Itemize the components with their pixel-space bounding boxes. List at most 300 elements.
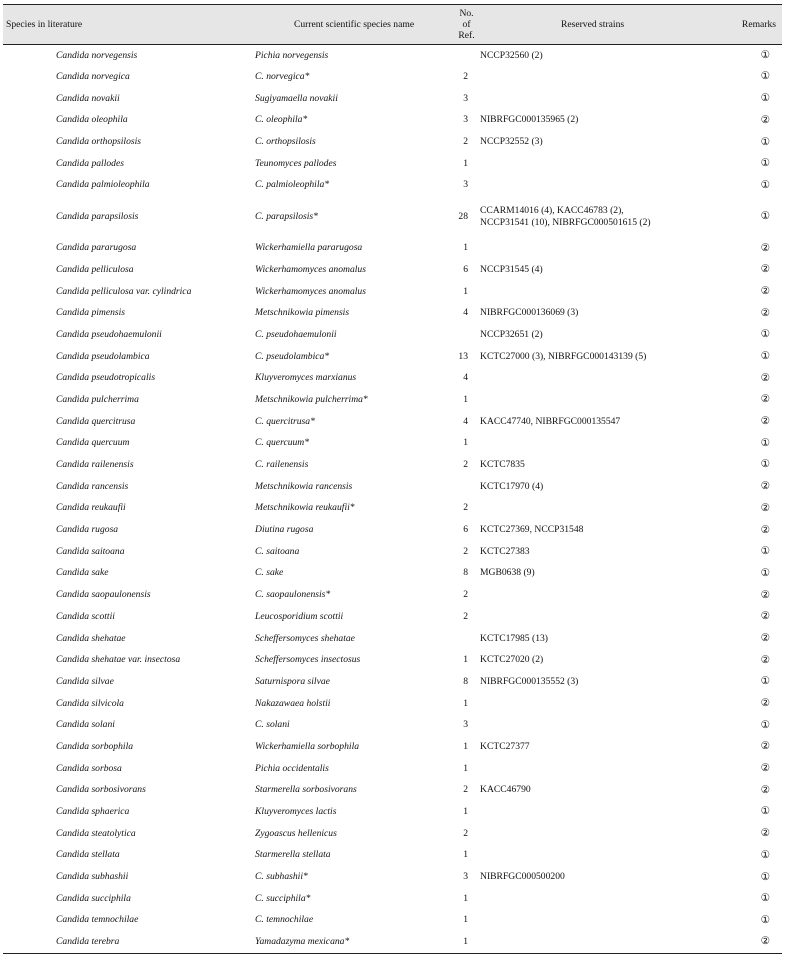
reserved-strains-cell — [480, 259, 705, 281]
ref-count-cell: 4 — [463, 372, 469, 384]
strain-text: KCTC7835 — [480, 459, 525, 471]
current-name-cell: C. succiphila* — [255, 892, 311, 904]
remark-cell: ② — [760, 741, 771, 753]
row-spacer — [3, 367, 56, 389]
row-spacer — [468, 801, 480, 823]
species-literature-cell: Candida silvae — [56, 675, 114, 687]
row-spacer — [468, 175, 480, 197]
row-spacer — [3, 649, 56, 671]
remark-cell: ① — [760, 871, 771, 883]
remark-cell: ② — [760, 285, 771, 297]
row-spacer — [468, 498, 480, 520]
reserved-strains-cell — [480, 110, 705, 132]
strain-text: NCCP31541 (10), NIBRFGC000501615 (2) — [480, 216, 651, 228]
reserved-strains-cell — [480, 45, 705, 67]
row-spacer — [468, 476, 480, 498]
table-row — [3, 823, 782, 845]
table-row — [3, 888, 782, 910]
table-row — [3, 736, 782, 758]
strain-text: NIBRFGC000136069 (3) — [480, 307, 579, 319]
ref-count-cell: 1 — [463, 740, 469, 752]
reserved-strains-cell — [480, 153, 705, 175]
species-literature-cell: Candida novakii — [56, 92, 120, 104]
row-spacer — [3, 302, 56, 324]
table-row — [3, 131, 782, 153]
species-literature-cell: Candida norvegica — [56, 71, 130, 83]
species-literature-cell: Candida quercuum — [56, 437, 130, 449]
remark-cell: ② — [760, 654, 771, 666]
row-spacer — [3, 541, 56, 563]
table-row — [3, 671, 782, 693]
table-row — [3, 649, 782, 671]
remark-cell: ② — [760, 242, 771, 254]
table-row — [3, 45, 782, 67]
row-spacer — [3, 823, 56, 845]
reserved-strains-cell — [480, 736, 705, 758]
species-literature-cell: Candida silvicola — [56, 697, 124, 709]
row-spacer — [3, 888, 56, 910]
strain-text: KACC46790 — [480, 784, 531, 796]
strain-text: NCCP31545 (4) — [480, 263, 543, 275]
row-spacer — [468, 346, 480, 368]
remark-cell: ① — [760, 806, 771, 818]
current-name-cell: C. railenensis — [255, 459, 309, 471]
row-spacer — [468, 866, 480, 888]
current-name-cell: C. quercitrusa* — [255, 415, 315, 427]
species-literature-cell: Candida shehatae — [56, 632, 126, 644]
ref-count-cell: 4 — [463, 415, 469, 427]
species-literature-cell: Candida saitoana — [56, 545, 125, 557]
reserved-strains-cell — [480, 88, 705, 110]
row-spacer — [3, 671, 56, 693]
strain-text: NIBRFGC000135552 (3) — [480, 675, 579, 687]
table-row — [3, 367, 782, 389]
table-row — [3, 498, 782, 520]
current-name-cell: C. oleophila* — [255, 114, 308, 126]
row-spacer — [468, 302, 480, 324]
ref-count-cell: 8 — [463, 567, 469, 579]
remark-cell: ① — [760, 437, 771, 449]
row-spacer — [468, 454, 480, 476]
reserved-strains-cell — [480, 584, 705, 606]
current-name-cell: Scheffersomyces insectosus — [255, 654, 361, 666]
species-literature-cell: Candida pulcherrima — [56, 393, 139, 405]
row-spacer — [3, 110, 56, 132]
ref-count-cell: 2 — [463, 459, 469, 471]
ref-count-cell: 2 — [463, 545, 469, 557]
row-spacer — [468, 736, 480, 758]
table-row — [3, 628, 782, 650]
table-row — [3, 563, 782, 585]
ref-count-cell: 1 — [453, 931, 468, 953]
reserved-strains-cell — [480, 780, 705, 802]
reserved-strains-cell — [480, 758, 705, 780]
species-literature-cell: Candida shehatae var. insectosa — [56, 654, 181, 666]
remark-cell: ② — [760, 763, 771, 775]
strain-text: NCCP32552 (3) — [480, 136, 543, 148]
remark-cell: ① — [760, 546, 771, 558]
current-name-cell: C. pseudolambica* — [255, 350, 330, 362]
current-name-cell: C. solani — [255, 719, 290, 731]
table-row — [3, 866, 782, 888]
ref-count-cell — [453, 628, 468, 650]
species-literature-cell: Candida pseudotropicalis — [56, 372, 156, 384]
remark-cell: ② — [760, 481, 771, 493]
row-spacer — [3, 693, 56, 715]
current-name-cell: Starmerella stellata — [255, 849, 331, 861]
reserved-strains-cell — [480, 628, 705, 650]
strain-text: KCTC27369, NCCP31548 — [480, 524, 584, 536]
ref-count-cell: 1 — [463, 157, 469, 169]
reserved-strains-cell — [480, 649, 705, 671]
species-literature-cell: Candida sorbosivorans — [56, 784, 146, 796]
remark-cell: ① — [760, 459, 771, 471]
remark-cell: ① — [760, 893, 771, 905]
table-row — [3, 324, 782, 346]
current-name-cell: Diutina rugosa — [255, 524, 314, 536]
current-name-cell: C. saopaulonensis* — [255, 589, 331, 601]
row-spacer — [468, 281, 480, 303]
species-literature-cell: Candida sorbosa — [56, 762, 122, 774]
row-spacer — [3, 237, 56, 259]
species-literature-cell: Candida saopaulonensis — [56, 589, 151, 601]
table-row — [3, 476, 782, 498]
row-spacer — [468, 88, 480, 110]
ref-count-cell: 3 — [463, 871, 469, 883]
row-spacer — [468, 606, 480, 628]
species-literature-cell: Candida stellata — [56, 849, 120, 861]
species-literature-cell: Candida sorbophila — [56, 740, 134, 752]
reserved-strains-cell — [480, 823, 705, 845]
species-literature-cell: Candida sake — [56, 567, 109, 579]
table-row — [3, 606, 782, 628]
row-spacer — [468, 45, 480, 67]
current-name-cell: Kluyveromyces marxianus — [255, 372, 357, 384]
current-name-cell: Metschnikowia pulcherrima* — [255, 393, 368, 405]
reserved-strains-cell — [480, 606, 705, 628]
row-spacer — [3, 584, 56, 606]
table-row — [3, 454, 782, 476]
remark-cell: ① — [760, 914, 771, 926]
current-name-cell: C. pseudohaemulonii — [255, 328, 337, 340]
ref-count-cell: 2 — [463, 827, 469, 839]
current-name-cell: Wickerhamomyces anomalus — [255, 285, 366, 297]
table-row — [3, 845, 782, 867]
row-spacer — [3, 153, 56, 175]
remark-cell: ② — [760, 372, 771, 384]
ref-count-cell: 2 — [463, 502, 469, 514]
row-spacer — [468, 780, 480, 802]
species-literature-cell: Candida sphaerica — [56, 806, 130, 818]
strain-text: MGB0638 (9) — [480, 567, 535, 579]
remark-cell: ① — [760, 179, 771, 191]
reserved-strains-cell — [480, 196, 705, 237]
row-spacer — [3, 88, 56, 110]
header-no-line1: No. — [459, 7, 474, 19]
ref-count-cell: 1 — [463, 806, 469, 818]
species-literature-cell: Candida steatolytica — [56, 827, 136, 839]
reserved-strains-cell — [480, 693, 705, 715]
header-no-line2: of Ref. — [458, 18, 475, 42]
row-spacer — [3, 454, 56, 476]
reserved-strains-cell — [480, 714, 705, 736]
reserved-strains-cell — [480, 66, 705, 88]
reserved-strains-cell — [480, 131, 705, 153]
ref-count-cell: 8 — [463, 675, 469, 687]
strain-text: KCTC27020 (2) — [480, 654, 544, 666]
row-spacer — [468, 367, 480, 389]
row-spacer — [468, 196, 480, 237]
reserved-strains-cell — [480, 563, 705, 585]
table-row — [3, 433, 782, 455]
current-name-cell: Nakazawaea holstii — [255, 697, 331, 709]
remark-cell: ② — [760, 502, 771, 514]
row-spacer — [3, 606, 56, 628]
row-spacer — [468, 433, 480, 455]
table-row — [3, 584, 782, 606]
row-spacer — [468, 563, 480, 585]
ref-count-cell: 3 — [463, 719, 469, 731]
table-row — [3, 519, 782, 541]
ref-count-cell: 28 — [458, 210, 469, 222]
ref-count-cell — [453, 476, 468, 498]
row-spacer — [468, 324, 480, 346]
current-name-cell: Yamadazyma mexicana* — [255, 931, 453, 953]
table-row — [3, 110, 782, 132]
table-row — [3, 153, 782, 175]
remark-cell: ② — [760, 264, 771, 276]
ref-count-cell: 1 — [463, 762, 469, 774]
species-literature-cell: Candida pelliculosa var. cylindrica — [56, 285, 192, 297]
ref-count-cell: 1 — [463, 697, 469, 709]
row-spacer — [3, 563, 56, 585]
row-spacer — [468, 888, 480, 910]
current-name-cell: Sugiyamaella novakii — [255, 92, 338, 104]
species-literature-cell: Candida terebra — [56, 931, 255, 953]
current-name-cell: C. temnochilae — [255, 914, 314, 926]
reserved-strains-cell — [480, 302, 705, 324]
row-spacer — [3, 324, 56, 346]
species-literature-cell: Candida solani — [56, 719, 115, 731]
table-row — [3, 931, 782, 953]
reserved-strains-cell — [480, 519, 705, 541]
ref-count-cell: 1 — [463, 892, 469, 904]
row-spacer — [468, 714, 480, 736]
current-name-cell: Starmerella sorbosivorans — [255, 784, 357, 796]
ref-count-cell: 2 — [463, 589, 469, 601]
row-spacer — [468, 411, 480, 433]
table-row — [3, 541, 782, 563]
table-row — [3, 389, 782, 411]
current-name-cell: Saturnispora silvae — [255, 675, 330, 687]
row-spacer — [3, 801, 56, 823]
table-row — [3, 66, 782, 88]
reserved-strains-cell — [480, 324, 705, 346]
reserved-strains-cell — [480, 281, 705, 303]
row-spacer — [468, 931, 480, 953]
reserved-strains-cell — [480, 346, 705, 368]
remark-cell: ② — [760, 632, 771, 644]
row-spacer — [3, 175, 56, 197]
current-name-cell: C. subhashii* — [255, 871, 308, 883]
row-spacer — [468, 758, 480, 780]
strain-text: KACC47740, NIBRFGC000135547 — [480, 415, 621, 427]
reserved-strains-cell — [480, 476, 705, 498]
species-literature-cell: Candida rugosa — [56, 524, 119, 536]
remark-cell: ① — [760, 567, 771, 579]
table-row — [3, 693, 782, 715]
current-name-cell: Wickerhamiella sorbophila — [255, 740, 360, 752]
row-spacer — [3, 498, 56, 520]
current-name-cell: Scheffersomyces shehatae — [255, 632, 355, 644]
row-spacer — [3, 131, 56, 153]
species-literature-cell: Candida pseudohaemulonii — [56, 328, 162, 340]
row-spacer — [3, 45, 56, 67]
row-spacer — [468, 584, 480, 606]
remark-cell: ① — [760, 849, 771, 861]
reserved-strains-cell — [480, 541, 705, 563]
table-row — [3, 780, 782, 802]
row-spacer — [468, 389, 480, 411]
row-spacer — [3, 389, 56, 411]
ref-count-cell: 1 — [463, 285, 469, 297]
current-name-cell: Wickerhamiella pararugosa — [255, 242, 363, 254]
species-literature-cell: Candida pseudolambica — [56, 350, 150, 362]
row-spacer — [3, 281, 56, 303]
ref-count-cell — [453, 324, 468, 346]
current-name-cell: Kluyveromyces lactis — [255, 806, 337, 818]
row-spacer — [3, 519, 56, 541]
current-name-cell: Teunomyces pallodes — [255, 157, 337, 169]
ref-count-cell: 2 — [463, 784, 469, 796]
remark-cell: ① — [760, 136, 771, 148]
ref-count-cell: 4 — [463, 307, 469, 319]
row-spacer — [468, 649, 480, 671]
remark-cell: ① — [760, 158, 771, 170]
current-name-cell: C. norvegica* — [255, 71, 310, 83]
reserved-strains-cell — [480, 454, 705, 476]
remark-cell: ② — [760, 416, 771, 428]
row-spacer — [3, 346, 56, 368]
table-body — [3, 45, 782, 954]
row-spacer — [468, 845, 480, 867]
table-row — [3, 88, 782, 110]
strain-text: NIBRFGC000500200 — [480, 871, 565, 883]
current-name-cell: Leucosporidium scottii — [255, 610, 344, 622]
remark-cell: ① — [760, 93, 771, 105]
remark-cell: ② — [760, 114, 771, 126]
strain-text: CCARM14016 (4), KACC46783 (2), — [480, 204, 624, 216]
remark-cell: ② — [760, 828, 771, 840]
row-spacer — [468, 259, 480, 281]
current-name-cell: Metschnikowia pimensis — [255, 307, 350, 319]
header-current-name: Current scientific species name — [255, 5, 453, 45]
species-literature-cell: Candida norvegensis — [56, 49, 138, 61]
current-name-cell: Metschnikowia reukaufii* — [255, 502, 355, 514]
species-literature-cell: Candida palmioleophila — [56, 179, 150, 191]
table-row — [3, 175, 782, 197]
remark-cell: ② — [760, 589, 771, 601]
species-literature-cell: Candida pallodes — [56, 157, 124, 169]
current-name-cell: C. palmioleophila* — [255, 179, 330, 191]
species-literature-cell: Candida subhashii — [56, 871, 129, 883]
ref-count-cell: 6 — [463, 263, 469, 275]
row-spacer — [3, 845, 56, 867]
current-name-cell: Zygoascus hellenicus — [255, 827, 337, 839]
strain-text: KCTC17970 (4) — [480, 480, 544, 492]
ref-count-cell: 3 — [463, 114, 469, 126]
reserved-strains-cell — [480, 433, 705, 455]
remark-cell: ② — [760, 611, 771, 623]
species-literature-cell: Candida pelliculosa — [56, 263, 134, 275]
species-literature-cell: Candida railenensis — [56, 459, 134, 471]
remark-cell: ② — [760, 307, 771, 319]
reserved-strains-cell — [480, 845, 705, 867]
species-literature-cell: Candida quercitrusa — [56, 415, 136, 427]
reserved-strains-cell — [480, 931, 705, 953]
remark-cell: ① — [760, 351, 771, 363]
table-row — [3, 281, 782, 303]
row-spacer — [468, 110, 480, 132]
row-spacer — [468, 541, 480, 563]
table-row — [3, 714, 782, 736]
row-spacer — [3, 714, 56, 736]
remark-cell: ① — [760, 71, 771, 83]
remark-cell: ② — [760, 524, 771, 536]
table-row — [3, 259, 782, 281]
ref-count-cell: 1 — [463, 242, 469, 254]
row-spacer — [3, 66, 56, 88]
row-spacer — [468, 671, 480, 693]
table-row — [3, 801, 782, 823]
ref-count-cell: 1 — [463, 437, 469, 449]
species-literature-cell: Candida succiphila — [56, 892, 131, 904]
remark-cell: ① — [760, 719, 771, 731]
species-literature-cell: Candida orthopsilosis — [56, 136, 142, 148]
row-spacer — [3, 411, 56, 433]
row-spacer — [3, 476, 56, 498]
reserved-strains-cell — [480, 671, 705, 693]
current-name-cell: C. parapsilosis* — [255, 210, 318, 222]
ref-count-cell: 2 — [463, 610, 469, 622]
table-row — [3, 346, 782, 368]
remark-cell: ② — [705, 931, 782, 953]
ref-count-cell: 3 — [463, 92, 469, 104]
remark-cell: ② — [760, 698, 771, 710]
strain-text: KCTC17985 (13) — [480, 632, 548, 644]
reserved-strains-cell — [480, 888, 705, 910]
table-row — [3, 758, 782, 780]
row-spacer — [468, 693, 480, 715]
row-spacer — [468, 66, 480, 88]
table-row — [3, 411, 782, 433]
reserved-strains-cell — [480, 910, 705, 932]
row-spacer — [3, 910, 56, 932]
remark-cell: ② — [760, 784, 771, 796]
reserved-strains-cell — [480, 411, 705, 433]
table-row — [3, 196, 782, 237]
remark-cell: ① — [760, 329, 771, 341]
row-spacer — [468, 823, 480, 845]
table-row — [3, 302, 782, 324]
row-spacer — [3, 259, 56, 281]
current-name-cell: C. sake — [255, 567, 284, 579]
species-table — [3, 4, 782, 954]
row-spacer — [3, 866, 56, 888]
reserved-strains-cell — [480, 237, 705, 259]
row-spacer — [3, 736, 56, 758]
reserved-strains-cell — [480, 801, 705, 823]
